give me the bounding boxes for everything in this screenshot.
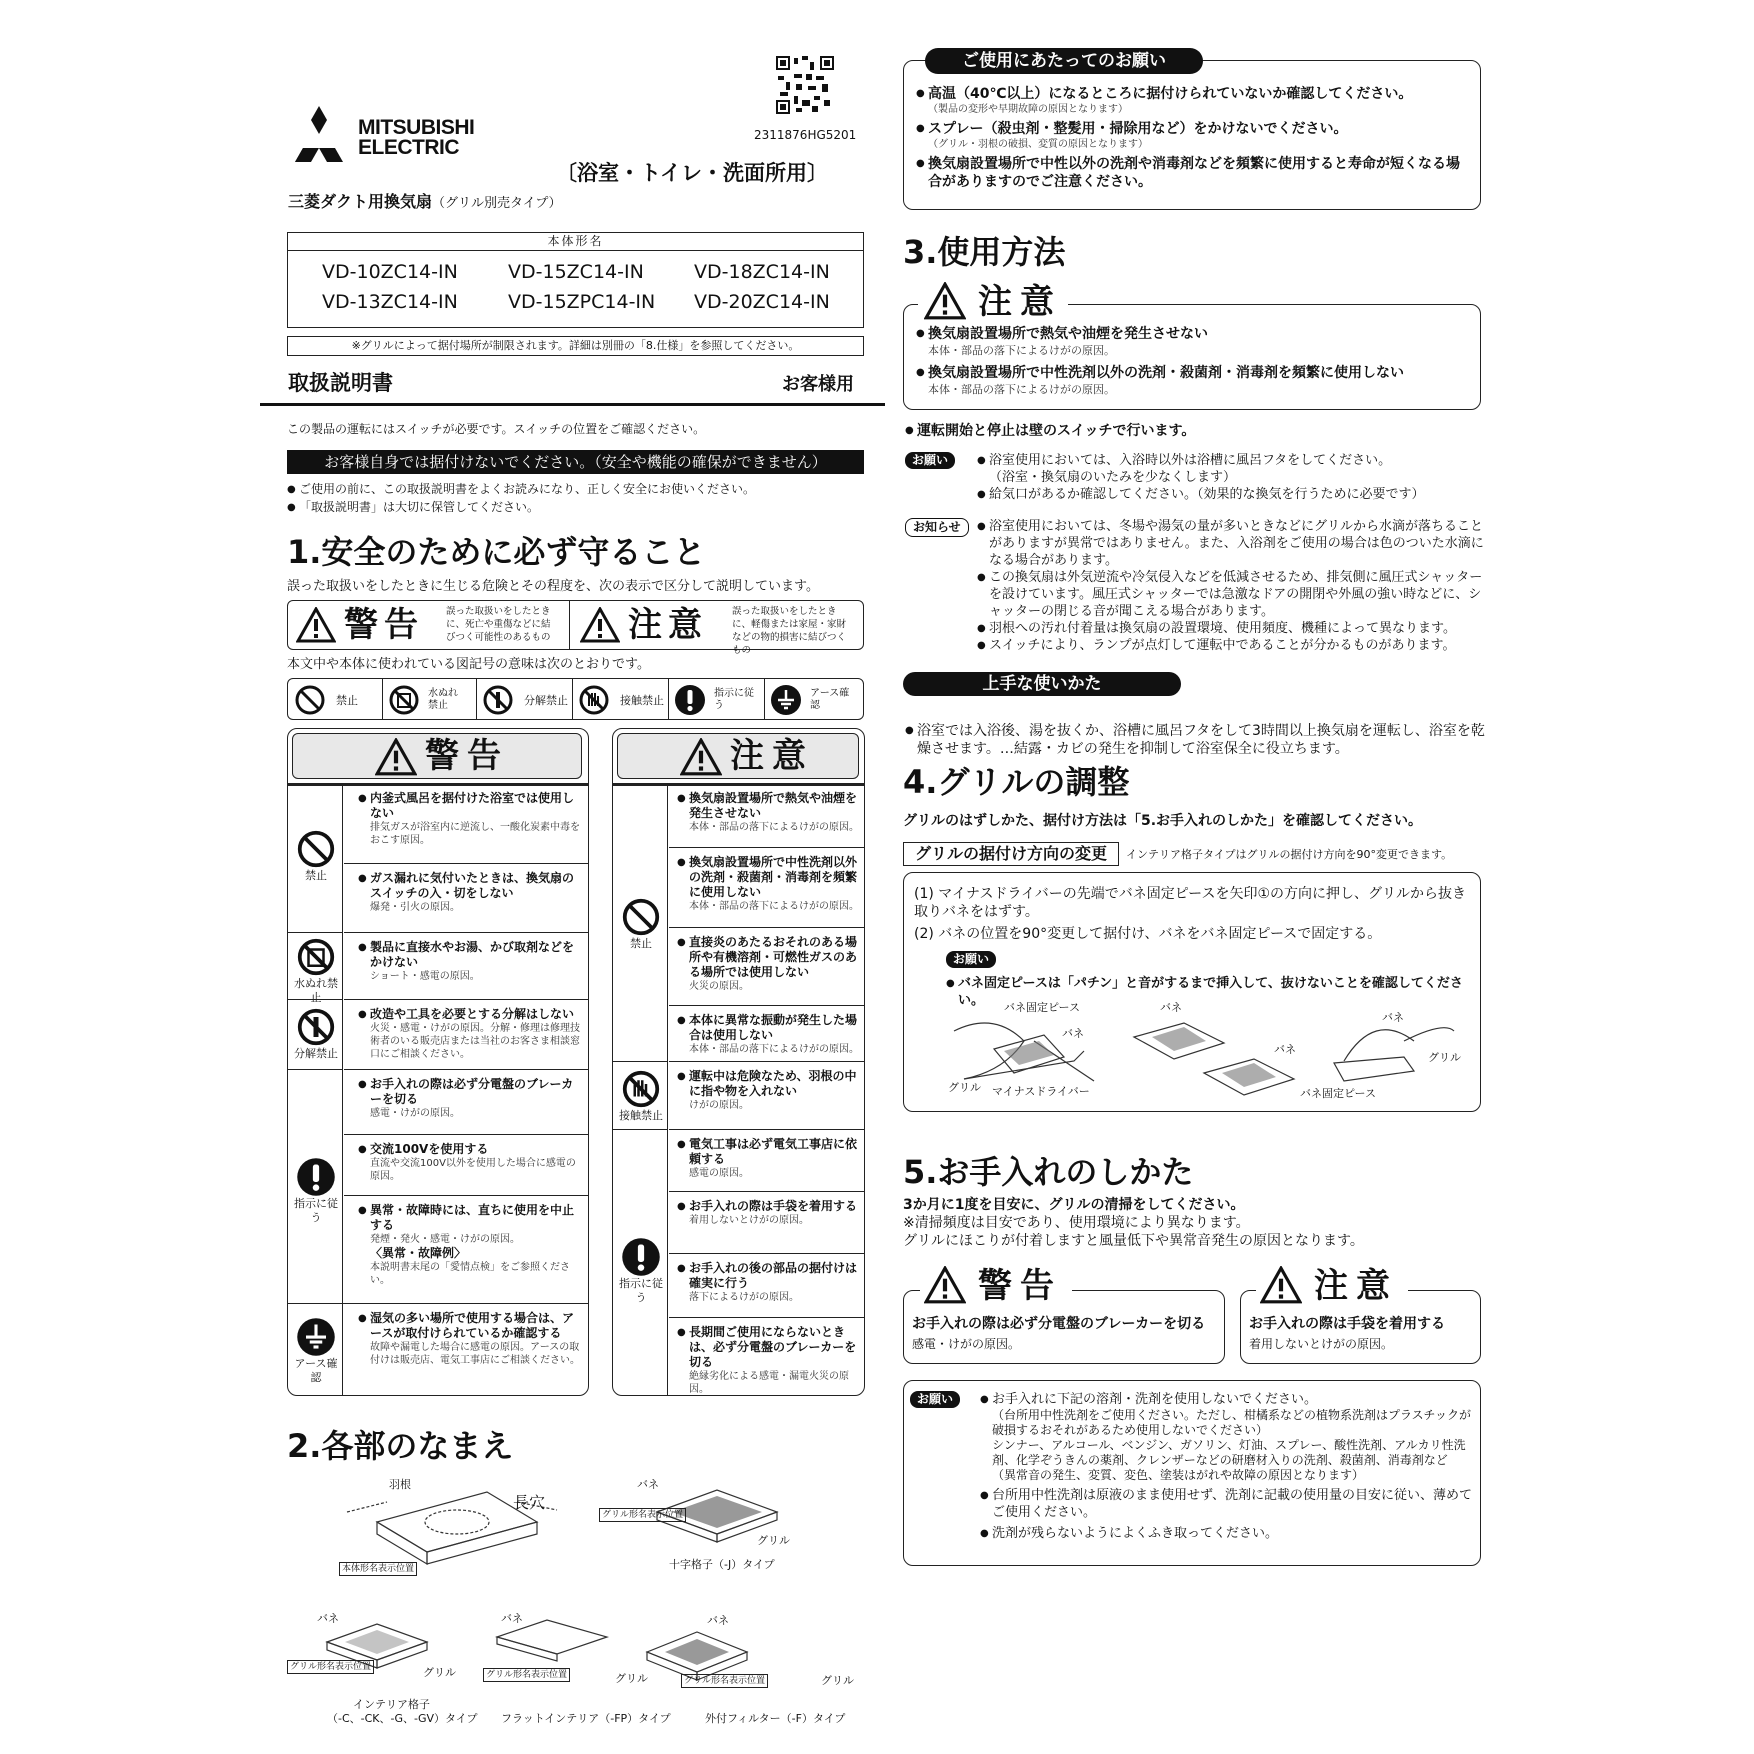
symbol-label: 水ぬれ禁止 <box>428 688 458 711</box>
warning-item-note: 排気ガスが浴室内に逆流し、一酸化炭素中毒をおこす原因。 <box>370 822 580 846</box>
warning-item-note: 直流や交流100V以外を使用した場合に感電の原因。 <box>370 1158 576 1182</box>
mitsubishi-logo <box>286 104 352 164</box>
s4-label-piece: バネ固定ピース <box>1004 1001 1081 1014</box>
s4-label-piece-2: バネ固定ピース <box>1300 1087 1377 1100</box>
usage-label: 〔浴室・トイレ・洗面所用〕 <box>556 161 828 185</box>
warning-icon-no-disassembly <box>290 1007 342 1061</box>
legend-caution <box>580 605 860 656</box>
section1-title: 1.安全のために必ず守ること <box>287 533 706 571</box>
s5-request-tag: お願い <box>910 1391 960 1408</box>
info-line: ● 羽根への汚れ付着量は換気扇の設置環境、使用頻度、機種によって異なります。 <box>977 620 1485 637</box>
model-table <box>287 232 864 328</box>
interior-type-label-2: （-C、-CK、-G、-GV）タイプ <box>327 1712 478 1725</box>
interior-grill-label: グリル <box>423 1666 456 1679</box>
caution-item <box>669 787 865 834</box>
model-item: VD-18ZC14-IN <box>694 261 830 283</box>
model-table-header: 本体形名 <box>288 233 863 251</box>
s5-warning-icon <box>924 1266 966 1304</box>
s4-label-spring-2: バネ <box>1160 1001 1182 1014</box>
legend-caution-label: 注意 <box>628 605 708 645</box>
section4-title: 4.グリルの調整 <box>903 763 1130 801</box>
warning-item-sub-note: 本説明書末尾の「愛情点検」をご参照ください。 <box>370 1262 570 1286</box>
s4-request-tag: お願い <box>946 951 996 968</box>
info-line: ● スイッチにより、ランプが点灯して運転中であることが分かるものがあります。 <box>977 637 1485 654</box>
caution-icon-label: 指示に従う <box>619 1277 663 1304</box>
warning-item <box>344 1199 588 1287</box>
filter-type-label: 外付フィルター（-F）タイプ <box>705 1712 846 1725</box>
s5-request-line: ● 洗剤が残らないようによくふき取ってください。 <box>980 1525 1474 1542</box>
no-disassembly-icon <box>482 684 514 716</box>
caution-item-note: 火災の原因。 <box>689 981 749 992</box>
cross-spring-label: バネ <box>637 1478 659 1491</box>
info-line: ● 浴室使用においては、冬場や湯気の量が多いときなどにグリルから水滴が落ちることがありますが異常ではありません。また、入浴剤をご使用の場合は色のついた水滴になる場合があります。 <box>977 518 1485 569</box>
warning-item-title: ● 交流100Vを使用する <box>358 1142 582 1157</box>
s5-warning-note: 感電・けがの原因。 <box>912 1337 1021 1351</box>
warning-item <box>344 1073 588 1120</box>
caution-item-note: けがの原因。 <box>689 1100 749 1111</box>
s3-caution-note: 本体・部品の落下によるけがの原因。 <box>928 383 1115 396</box>
warning-head-label: 警告 <box>425 736 509 776</box>
s5-warning-heading <box>920 1266 1072 1306</box>
request-items <box>916 85 1472 191</box>
caution-item-title: ● 本体に異常な振動が発生した場合は使用しない <box>677 1013 859 1043</box>
s3-caution-items <box>916 325 1472 397</box>
caution-item <box>669 851 865 913</box>
warning-item-title: ● 改造や工具を必要とする分解はしない <box>358 1007 582 1022</box>
warning-icon-label: 指示に従う <box>294 1197 338 1224</box>
warning-item <box>344 867 588 914</box>
caution-item <box>669 1133 865 1180</box>
info-line: ● この換気扇は外気逆流や冷気侵入などを低減させるため、排気側に風圧式シャッターを設けています。風圧式シャッターでは急激なドアの開閉や外風の強い時などに、シャッターの閉じる音が聞こえる場合があります。 <box>977 569 1485 620</box>
caution-icon-no-touch <box>615 1069 667 1123</box>
s5-request-line: （台所用中性洗剤をご使用ください。ただし、柑橘系などの植物系洗剤はプラスチックが破損するおそれがあるため使用しないでください） <box>992 1408 1472 1437</box>
request-title: ご使用にあたってのお願い <box>925 48 1203 74</box>
caution-item <box>669 1321 865 1396</box>
model-item: VD-15ZC14-IN <box>508 261 644 283</box>
s3-caution-item: ● 換気扇設置場所で熱気や油煙を発生させない <box>916 325 1472 343</box>
caution-item <box>669 1009 865 1056</box>
intro-bullet: ● ご使用の前に、この取扱説明書をよくお読みになり、正しく安全にお使いください。 <box>287 482 867 497</box>
warning-item <box>344 936 588 983</box>
s4-label-spring: バネ <box>1062 1027 1084 1040</box>
s4-label-spring-4: バネ <box>1382 1011 1404 1024</box>
symbol-label: 接触禁止 <box>620 694 664 707</box>
warning-icon-follow <box>290 1157 342 1225</box>
cross-type-label: 十字格子（-J）タイプ <box>669 1558 775 1571</box>
caution-icon-label: 禁止 <box>630 937 652 950</box>
s5-request-line: シンナー、アルコール、ベンジン、ガソリン、灯油、スプレー、酸性洗剤、アルカリ性洗剤、化学ぞうきんの薬剤、クレンザーなどの研磨材入りの洗剤、殺菌剤、消毒剤など <box>992 1438 1466 1467</box>
warning-icon-label: アース確認 <box>294 1357 338 1384</box>
filter-grill-name-label: グリル形名表示位置 <box>681 1674 768 1688</box>
caution-table-head <box>617 733 859 779</box>
intro-bullet: ● 「取扱説明書」は大切に保管してください。 <box>287 500 867 515</box>
no-self-install: お客様自身では据付けないでください。（安全や機能の確保ができません） <box>287 450 864 474</box>
s4-box-note: インテリア格子タイプはグリルの据付け方向を90°変更できます。 <box>1126 848 1453 861</box>
caution-item-title: ● 運転中は危険なため、羽根の中に指や物を入れない <box>677 1069 859 1099</box>
warning-item-title: ● お手入れの際は必ず分電盤のブレーカーを切る <box>358 1077 582 1107</box>
s5-warning-label: 警告 <box>978 1266 1062 1306</box>
s5-caution-heading <box>1256 1266 1408 1306</box>
filter-spring-label: バネ <box>707 1614 729 1627</box>
cross-grill-label: グリル <box>757 1534 790 1547</box>
model-item: VD-13ZC14-IN <box>322 291 458 313</box>
s4-step: (1) マイナスドライバーの先端でバネ固定ピースを矢印①の方向に押し、グリルから抜き取りバネをはずす。 <box>914 886 1467 920</box>
flat-grill-name-label: グリル形名表示位置 <box>483 1668 570 1682</box>
no-water-icon <box>388 684 420 716</box>
part-slot-label: 長穴 <box>513 1493 546 1512</box>
legend-warning-desc: 誤った取扱いをしたときに、死亡や重傷などに結びつく可能性のあるもの <box>446 606 551 643</box>
warning-icon-prohibit <box>294 829 338 883</box>
symbol-label: 禁止 <box>336 694 358 707</box>
caution-item-title: ● 換気扇設置場所で中性洗剤以外の洗剤・殺菌剤・消毒剤を頻繁に使用しない <box>677 855 859 900</box>
interior-grill-name-label: グリル形名表示位置 <box>287 1660 374 1674</box>
caution-table <box>612 728 865 1396</box>
filter-grill-label: グリル <box>821 1674 854 1687</box>
s5-caution-note: 着用しないとけがの原因。 <box>1249 1337 1394 1351</box>
s5-request-line: ● お手入れに下記の溶剤・洗剤を使用しないでください。 <box>980 1391 1474 1408</box>
s5-caution-icon <box>1260 1266 1302 1304</box>
warning-item <box>344 1138 588 1183</box>
switch-note: この製品の運転にはスイッチが必要です。スイッチの位置をご確認ください。 <box>287 422 706 436</box>
s4-label-driver: マイナスドライバー <box>992 1085 1090 1098</box>
info-tag: お知らせ <box>905 518 969 537</box>
warning-item-note: 発煙・発火・感電・けがの原因。 <box>370 1234 520 1245</box>
caution-item-note: 感電の原因。 <box>689 1168 749 1179</box>
model-item: VD-10ZC14-IN <box>322 261 458 283</box>
caution-item-note: 絶縁劣化による感電・漏電火災の原因。 <box>689 1371 849 1395</box>
s5-request-line: （異常音の発生、変質、変色、塗装はがれや故障の原因となります） <box>992 1468 1365 1482</box>
s5-request-box <box>903 1380 1481 1566</box>
s5-line: グリルにほこりが付着しますと風量低下や異常音発生の原因となります。 <box>903 1233 1364 1249</box>
warning-table-head <box>292 733 582 779</box>
s5-warning-text: お手入れの際は必ず分電盤のブレーカーを切る <box>912 1316 1206 1332</box>
prohibit-icon <box>294 684 326 716</box>
s5-line: ※清掃頻度は目安であり、使用環境により異なります。 <box>903 1215 1250 1231</box>
caution-item-title: ● 換気扇設置場所で熱気や油煙を発生させない <box>677 791 859 821</box>
model-grid <box>288 251 863 317</box>
warning-item-title: ● ガス漏れに気付いたときは、換気扇のスイッチの入・切をしない <box>358 871 582 901</box>
legend-box <box>287 600 864 656</box>
s4-lead: グリルのはずしかた、据付け方法は「5.お手入れのしかた」を確認してください。 <box>903 813 1423 829</box>
interior-type-label-1: インテリア格子 <box>353 1698 430 1711</box>
s3-caution-item: ● 換気扇設置場所で中性洗剤以外の洗剤・殺菌剤・消毒剤を頻繁に使用しない <box>916 364 1472 382</box>
warning-icon-label: 分解禁止 <box>294 1047 338 1060</box>
no-touch-icon <box>578 684 610 716</box>
header-rule <box>260 403 885 406</box>
warning-item-title: ● 異常・故障時には、直ちに使用を中止する <box>358 1203 582 1233</box>
caution-item-note: 本体・部品の落下によるけがの原因。 <box>689 1044 859 1055</box>
caution-item <box>669 1065 865 1112</box>
flat-spring-label: バネ <box>501 1612 523 1625</box>
legend-caution-desc: 誤った取扱いをしたときに、軽傷または家屋・家財などの物的損害に結びつくもの <box>732 606 847 656</box>
s4-label-grill-2: グリル <box>1428 1051 1461 1064</box>
request-item: ● 高温（40℃以上）になるところに据付けられていないか確認してください。 <box>916 85 1472 103</box>
section5-title: 5.お手入れのしかた <box>903 1153 1194 1191</box>
s3-caution-note: 本体・部品の落下によるけがの原因。 <box>928 344 1115 357</box>
caution-item <box>669 1257 865 1304</box>
caution-icon-prohibit <box>615 897 667 951</box>
symbol-row <box>287 678 864 720</box>
product-title: 三菱ダクト用換気扇 <box>288 192 433 211</box>
request-note: （製品の変形や早期故障の原因となります） <box>928 104 1128 115</box>
caution-item-title: ● 長期間ご使用にならないときは、必ず分電盤のブレーカーを切る <box>677 1325 859 1370</box>
caution-head-icon <box>680 738 722 776</box>
request-box <box>903 60 1481 210</box>
intro-bullets <box>287 482 867 515</box>
caution-triangle-icon <box>580 607 620 643</box>
symbol-label: アース確認 <box>810 688 850 711</box>
cross-grill-name-label: グリル形名表示位置 <box>599 1508 686 1522</box>
part-fan-label: 羽根 <box>389 1478 411 1491</box>
warning-icon-ground <box>290 1317 342 1385</box>
s4-label-spring-3: バネ <box>1274 1043 1296 1056</box>
warning-table <box>287 728 589 1396</box>
s3-caution-heading <box>918 282 1068 322</box>
caution-item <box>669 931 865 993</box>
section1-lead: 誤った取扱いをしたときに生じる危険とその程度を、次の表示で区分して説明しています。 <box>287 579 819 594</box>
request-tag: お願い <box>905 452 955 469</box>
tips-text: ● 浴室では入浴後、湯を抜くか、浴槽に風呂フタをして3時間以上換気扇を運転し、浴室を乾燥させます。…結露・カビの発生を抑制して浴室保全に役立ちます。 <box>905 722 1492 758</box>
product-name <box>288 192 562 214</box>
product-note: （グリル別売タイプ） <box>432 196 562 211</box>
part-body-label: 本体形名表示位置 <box>339 1562 417 1576</box>
legend-warning-label: 警告 <box>344 605 424 645</box>
model-item: VD-15ZPC14-IN <box>508 291 656 313</box>
flat-grill-label: グリル <box>615 1672 648 1685</box>
caution-item-title: ● 電気工事は必ず電気工事店に依頼する <box>677 1137 859 1167</box>
brand-name: MITSUBISHI ELECTRIC <box>358 116 475 159</box>
request-note: （グリル・羽根の破損、変質の原因となります） <box>928 139 1148 150</box>
s4-request-text: ● バネ固定ピースは「パチン」と音がするまで挿入して、抜けないことを確認してください。 <box>946 975 1478 1009</box>
caution-item-title: ● 直接炎のあたるおそれのある場所や有機溶剤・可燃性ガスのある場所では使用しない <box>677 935 859 980</box>
s4-diagram <box>934 1001 1474 1109</box>
s4-label-grill: グリル <box>948 1081 981 1094</box>
caution-item-note: 本体・部品の落下によるけがの原因。 <box>689 822 859 833</box>
flat-type-label: フラットインテリア（-FP）タイプ <box>501 1712 671 1725</box>
qr-code <box>776 56 834 114</box>
tips-title: 上手な使いかた <box>903 672 1181 696</box>
warning-item-note: 火災・感電・けがの原因。分解・修理は修理技術者のいる販売店または当社のお客さま相談窓口にご相談ください。 <box>370 1023 580 1060</box>
s4-box-title: グリルの据付け方向の変更 <box>903 842 1119 866</box>
request-line: （浴室・換気扇のいたみを少なくします） <box>989 470 1237 485</box>
warning-item <box>344 787 588 847</box>
symbol-label: 指示に従う <box>714 688 754 711</box>
parts-diagram <box>287 1472 867 1742</box>
request-item: ● 換気扇設置場所で中性以外の洗剤や消毒剤などを頻繁に使用すると寿命が短くなる場合がありますのでご注意ください。 <box>916 155 1472 191</box>
caution-item-note: 本体・部品の落下によるけがの原因。 <box>689 901 859 912</box>
s5-caution-label: 注意 <box>1314 1266 1398 1306</box>
warning-head-icon <box>375 738 417 776</box>
model-item: VD-20ZC14-IN <box>694 291 830 313</box>
s5-caution-text: お手入れの際は手袋を着用する <box>1249 1316 1445 1332</box>
symbol-lead: 本文中や本体に使われている図記号の意味は次のとおりです。 <box>287 657 650 672</box>
warning-triangle-icon <box>296 607 336 643</box>
caution-icon-label: 接触禁止 <box>619 1109 663 1122</box>
warning-item <box>344 1307 588 1367</box>
caution-item-note: 落下によるけがの原因。 <box>689 1292 799 1303</box>
interior-spring-label: バネ <box>317 1612 339 1625</box>
request-line: ● 浴室使用においては、入浴時以外は浴槽に風呂フタをしてください。 <box>977 452 1477 469</box>
grill-note: ※グリルによって据付場所が制限されます。詳細は別冊の「8.仕様」を参照してください。 <box>287 336 864 356</box>
manual-title: 取扱説明書 <box>288 371 393 395</box>
s4-box <box>903 872 1481 1112</box>
section3-title: 3.使用方法 <box>903 233 1066 271</box>
request-line: ● 給気口があるか確認してください。（効果的な換気を行うために必要です） <box>977 486 1477 503</box>
warning-item-note: 故障や漏電した場合に感電の原因。アースの取付けは販売店、電気工事店にご相談ください。 <box>370 1342 580 1366</box>
s5-lines <box>903 1196 1483 1250</box>
caution-item-title: ● お手入れの後の部品の据付けは確実に行う <box>677 1261 859 1291</box>
legend-warning <box>296 605 558 647</box>
caution-head-label: 注意 <box>730 736 814 776</box>
ground-icon <box>770 684 802 716</box>
section2-title: 2.各部のなまえ <box>287 1427 514 1465</box>
caution-item <box>669 1195 865 1227</box>
caution-item-title: ● お手入れの際は手袋を着用する <box>677 1199 859 1214</box>
s5-line: 3か月に1度を目安に、グリルの清掃をしてください。 <box>903 1197 1245 1213</box>
warning-icon-no-water <box>290 937 342 1005</box>
warning-item-title: ● 湿気の多い場所で使用する場合は、アースが取付けられているか確認する <box>358 1311 582 1341</box>
caution-icon-follow <box>615 1237 667 1305</box>
s5-request-line: ● 台所用中性洗剤は原液のまま使用せず、洗剤に記載の使用量の目安に従い、薄めてご使用ください。 <box>980 1487 1474 1521</box>
request-item: ● スプレー（殺虫剤・整髪用・掃除用など）をかけないでください。 <box>916 120 1472 138</box>
s3-switch: ● 運転開始と停止は壁のスイッチで行います。 <box>905 422 1754 440</box>
warning-item-note: ショート・感電の原因。 <box>370 971 480 982</box>
for-customer: お客様用 <box>782 374 854 395</box>
warning-item-title: ● 内釜式風呂を据付けた浴室では使用しない <box>358 791 582 821</box>
warning-item-note: 感電・けがの原因。 <box>370 1108 460 1119</box>
warning-item-note: 爆発・引火の原因。 <box>370 902 460 913</box>
warning-item-title: ● 製品に直接水やお湯、かび取剤などをかけない <box>358 940 582 970</box>
s4-step: (2) バネの位置を90°変更して据付け、バネをバネ固定ピースで固定する。 <box>914 926 1382 942</box>
s3-caution-icon <box>924 282 966 320</box>
symbol-label: 分解禁止 <box>524 694 568 707</box>
caution-item-note: 着用しないとけがの原因。 <box>689 1215 809 1226</box>
warning-item-sub: 〈異常・故障例〉 <box>370 1246 467 1260</box>
doc-code: 2311876HG5201 <box>754 128 857 142</box>
warning-item <box>344 1003 588 1061</box>
s3-caution-label: 注意 <box>978 282 1062 322</box>
warning-icon-label: 水ぬれ禁止 <box>294 977 338 1004</box>
follow-instruction-icon <box>674 684 706 716</box>
warning-icon-label: 禁止 <box>305 869 327 882</box>
